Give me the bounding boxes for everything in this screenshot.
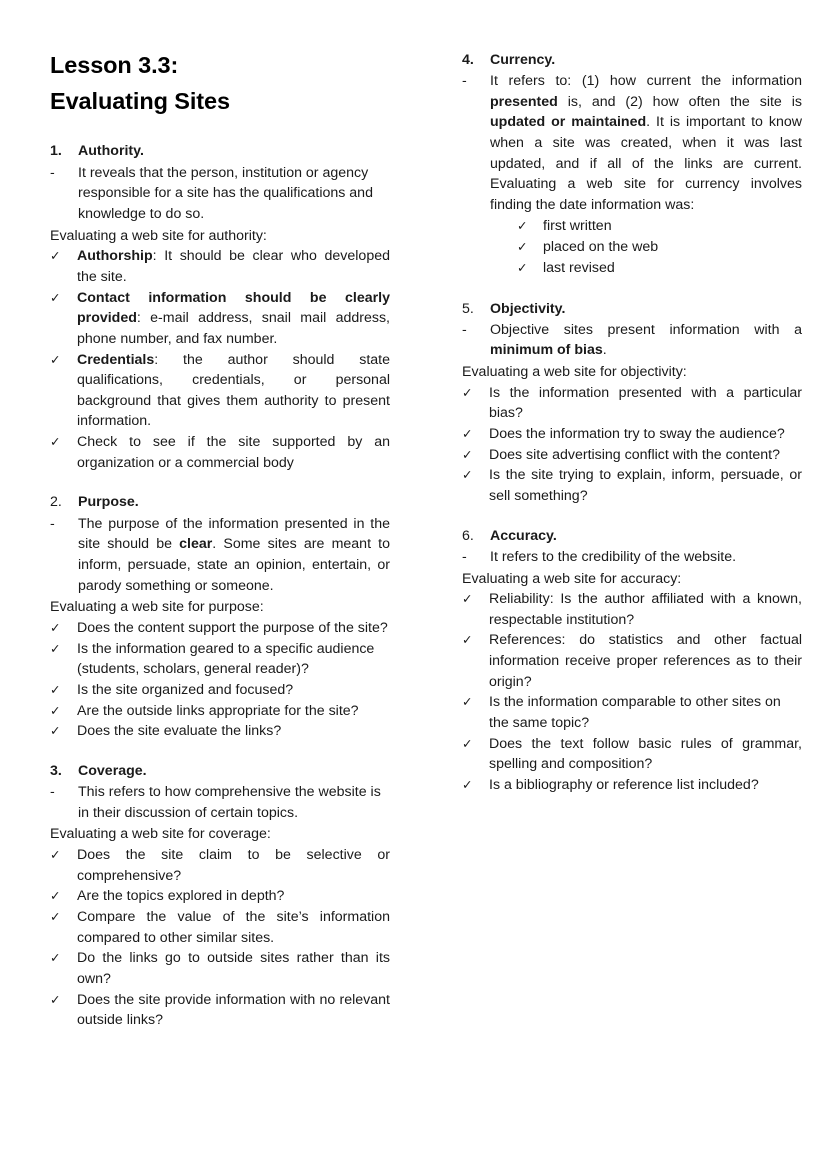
check-icon: ✓ bbox=[517, 240, 528, 255]
check-item-text: Does the content support the purpose of the site? bbox=[77, 619, 388, 636]
evaluating-line: Evaluating a web site for objectivity: bbox=[462, 364, 687, 381]
check-list-item bbox=[50, 990, 390, 1031]
check-icon: ✓ bbox=[50, 909, 61, 924]
check-list-item bbox=[517, 216, 802, 237]
check-list-item bbox=[50, 350, 390, 433]
check-icon: ✓ bbox=[50, 724, 61, 739]
section-accuracy bbox=[462, 526, 802, 796]
check-list-item bbox=[50, 680, 390, 701]
check-icon: ✓ bbox=[50, 847, 61, 862]
section-description-text bbox=[490, 320, 802, 361]
check-icon: ✓ bbox=[517, 261, 528, 276]
section-title: Objectivity. bbox=[490, 300, 566, 317]
desc-part-a: It refers to: (1) how current the information bbox=[490, 73, 802, 90]
section-authority bbox=[50, 141, 390, 473]
check-icon: ✓ bbox=[462, 427, 473, 442]
check-list-item bbox=[50, 907, 390, 948]
check-icon: ✓ bbox=[50, 703, 61, 718]
check-icon: ✓ bbox=[50, 889, 61, 904]
section-title: Coverage. bbox=[78, 762, 147, 779]
check-item-text: Does the text follow basic rules of grammar, spelling and composition? bbox=[489, 735, 802, 773]
check-icon: ✓ bbox=[50, 992, 61, 1007]
section-description-text: It reveals that the person, institution or agency responsible for a site has the qualifications and knowledge to do so. bbox=[78, 164, 373, 222]
section-description-text bbox=[490, 71, 802, 216]
check-list-item bbox=[50, 948, 390, 989]
section-heading bbox=[462, 526, 802, 546]
check-list-item bbox=[462, 465, 802, 506]
section-description-text: It refers to the credibility of the website. bbox=[490, 548, 737, 565]
check-list-item bbox=[517, 237, 802, 258]
check-item-text: Do the links go to outside sites rather than its own? bbox=[77, 950, 390, 987]
two-column-layout bbox=[50, 48, 803, 1031]
check-item-text: Reliability: Is the author affiliated with a known, respectable institution? bbox=[489, 591, 802, 628]
check-icon: ✓ bbox=[50, 249, 61, 264]
check-list-item bbox=[50, 721, 390, 742]
section-heading bbox=[462, 50, 802, 70]
desc-part-1: The purpose of the information presented in the site should be bbox=[78, 515, 390, 553]
section-description bbox=[462, 320, 802, 361]
check-item-text: Does the site evaluate the links? bbox=[77, 723, 282, 740]
check-item-text: Compare the value of the site’s information compared to other similar sites. bbox=[77, 908, 390, 946]
desc-part-b: . bbox=[602, 342, 607, 359]
check-item-text: Does the site provide information with no relevant outside links? bbox=[77, 991, 390, 1029]
desc-bold: minimum of bias bbox=[490, 342, 603, 359]
check-list-item bbox=[462, 692, 802, 733]
evaluating-line: Evaluating a web site for authority: bbox=[50, 227, 267, 244]
page-title-line-1: Lesson 3.3: bbox=[50, 52, 179, 78]
section-description bbox=[462, 71, 802, 216]
check-item-text: Does the site claim to be selective or comprehensive? bbox=[77, 846, 390, 884]
section-title: Currency. bbox=[490, 52, 556, 68]
dash-bullet-icon: - bbox=[50, 783, 55, 800]
check-list-item bbox=[462, 445, 802, 466]
check-icon: ✓ bbox=[462, 736, 473, 751]
check-item-text: Is the information geared to a specific audience (students, scholars, general reader)? bbox=[77, 640, 375, 678]
check-list-item bbox=[50, 886, 390, 907]
check-item-text: Are the outside links appropriate for the site? bbox=[77, 702, 359, 719]
section-heading bbox=[50, 492, 390, 512]
section-description bbox=[462, 547, 802, 568]
check-item-text: first written bbox=[543, 217, 612, 234]
section-purpose bbox=[50, 492, 390, 741]
evaluating-line: Evaluating a web site for coverage: bbox=[50, 826, 271, 843]
check-list-item bbox=[50, 288, 390, 350]
desc-part-2: . Some sites are meant to inform, persuade, state an opinion, entertain, or parody something or someone. bbox=[78, 536, 390, 594]
section-number: 3. bbox=[50, 762, 62, 779]
check-item-rest: : It should be clear who developed the site. bbox=[77, 248, 390, 285]
check-icon: ✓ bbox=[50, 641, 61, 656]
check-list-item bbox=[462, 630, 802, 692]
check-item-rest: Check to see if the site supported by an organization or a commercial body bbox=[77, 434, 390, 471]
check-list-item bbox=[50, 246, 390, 287]
section-description-text: This refers to how comprehensive the website is in their discussion of certain topics. bbox=[78, 783, 381, 821]
section-currency bbox=[462, 50, 802, 280]
section-description bbox=[50, 782, 390, 823]
dash-bullet-icon: - bbox=[50, 515, 55, 532]
left-column bbox=[50, 48, 390, 1031]
section-objectivity bbox=[462, 299, 802, 507]
check-icon: ✓ bbox=[462, 778, 473, 793]
right-column bbox=[462, 48, 802, 796]
check-icon: ✓ bbox=[462, 633, 473, 648]
page-title bbox=[50, 48, 390, 119]
check-list-item bbox=[50, 639, 390, 680]
desc-part-d: . It is important to know when a site was created, when it was last updated, and if all of the links are current. Evaluating a web site for currency involves finding the date information was: bbox=[490, 114, 803, 214]
check-item-rest: : the author should state qualifications, credentials, or personal background that gives them authority to present information. bbox=[77, 351, 390, 430]
section-heading bbox=[462, 299, 802, 319]
section-title: Authority. bbox=[78, 143, 144, 160]
check-icon: ✓ bbox=[462, 695, 473, 710]
evaluating-line: Evaluating a web site for accuracy: bbox=[462, 570, 682, 587]
check-list-item bbox=[50, 845, 390, 886]
check-icon: ✓ bbox=[462, 385, 473, 400]
check-list-item bbox=[50, 618, 390, 639]
check-list-item bbox=[462, 775, 802, 796]
desc-bold-updated: updated or maintained bbox=[490, 114, 647, 131]
check-icon: ✓ bbox=[50, 682, 61, 697]
section-heading bbox=[50, 141, 390, 161]
section-description-text bbox=[78, 514, 390, 597]
section-title: Accuracy. bbox=[490, 527, 557, 544]
desc-bold: clear bbox=[179, 536, 213, 553]
check-item-text bbox=[77, 432, 390, 473]
check-item-text: References: do statistics and other factual information receive proper references as to their origin? bbox=[489, 632, 802, 690]
check-item-text bbox=[77, 246, 390, 287]
check-item-text: Is the site trying to explain, inform, persuade, or sell something? bbox=[489, 467, 802, 505]
dash-bullet-icon: - bbox=[462, 73, 467, 90]
check-item-text: last revised bbox=[543, 260, 615, 277]
check-icon: ✓ bbox=[50, 620, 61, 635]
check-item-text: Is the information comparable to other sites on the same topic? bbox=[489, 694, 781, 732]
check-item-text bbox=[77, 288, 390, 350]
check-item-text: Is the information presented with a particular bias? bbox=[489, 384, 802, 422]
check-item-text: placed on the web bbox=[543, 239, 659, 256]
dash-bullet-icon: - bbox=[462, 548, 467, 565]
currency-sub-list bbox=[517, 216, 802, 280]
check-item-text: Does the information try to sway the audience? bbox=[489, 426, 785, 443]
check-list-item bbox=[462, 589, 802, 630]
dash-bullet-icon: - bbox=[50, 164, 55, 181]
check-icon: ✓ bbox=[462, 447, 473, 462]
check-list-item bbox=[50, 432, 390, 473]
check-item-text: Does site advertising conflict with the content? bbox=[489, 446, 780, 463]
section-number: 1. bbox=[50, 143, 62, 160]
section-number: 4. bbox=[462, 52, 474, 68]
check-item-text: Is the site organized and focused? bbox=[77, 681, 294, 698]
check-icon: ✓ bbox=[50, 352, 61, 367]
check-list-item bbox=[517, 258, 802, 279]
check-list-item bbox=[462, 734, 802, 775]
check-list-item bbox=[462, 383, 802, 424]
check-icon: ✓ bbox=[517, 218, 528, 233]
section-description bbox=[50, 163, 390, 225]
check-icon: ✓ bbox=[50, 435, 61, 450]
page-title-line-2: Evaluating Sites bbox=[50, 87, 230, 114]
check-icon: ✓ bbox=[462, 468, 473, 483]
desc-part-c: is, and (2) how often the site is bbox=[557, 93, 802, 110]
dash-bullet-icon: - bbox=[462, 321, 467, 338]
section-title: Purpose. bbox=[78, 494, 139, 511]
check-item-rest: : e-mail address, snail mail address, phone number, and fax number. bbox=[77, 310, 390, 347]
check-item-bold: Contact information should be clearly provided bbox=[77, 289, 390, 327]
check-item-text: Are the topics explored in depth? bbox=[77, 888, 285, 905]
check-item-bold: Credentials bbox=[77, 351, 155, 368]
check-item-bold: Authorship bbox=[77, 248, 153, 265]
section-heading bbox=[50, 761, 390, 781]
check-icon: ✓ bbox=[462, 592, 473, 607]
desc-bold-presented: presented bbox=[490, 93, 558, 110]
check-item-text: Is a bibliography or reference list included? bbox=[489, 777, 759, 794]
check-item-text bbox=[77, 350, 390, 433]
check-icon: ✓ bbox=[50, 951, 61, 966]
check-icon: ✓ bbox=[50, 290, 61, 305]
section-coverage bbox=[50, 761, 390, 1031]
check-list-item bbox=[462, 424, 802, 445]
section-number: 5. bbox=[462, 300, 474, 317]
section-number: 6. bbox=[462, 527, 474, 544]
evaluating-line: Evaluating a web site for purpose: bbox=[50, 599, 264, 616]
section-number: 2. bbox=[50, 494, 62, 511]
desc-part-a: Objective sites present information with a bbox=[490, 321, 802, 338]
section-description bbox=[50, 514, 390, 597]
check-list-item bbox=[50, 701, 390, 722]
